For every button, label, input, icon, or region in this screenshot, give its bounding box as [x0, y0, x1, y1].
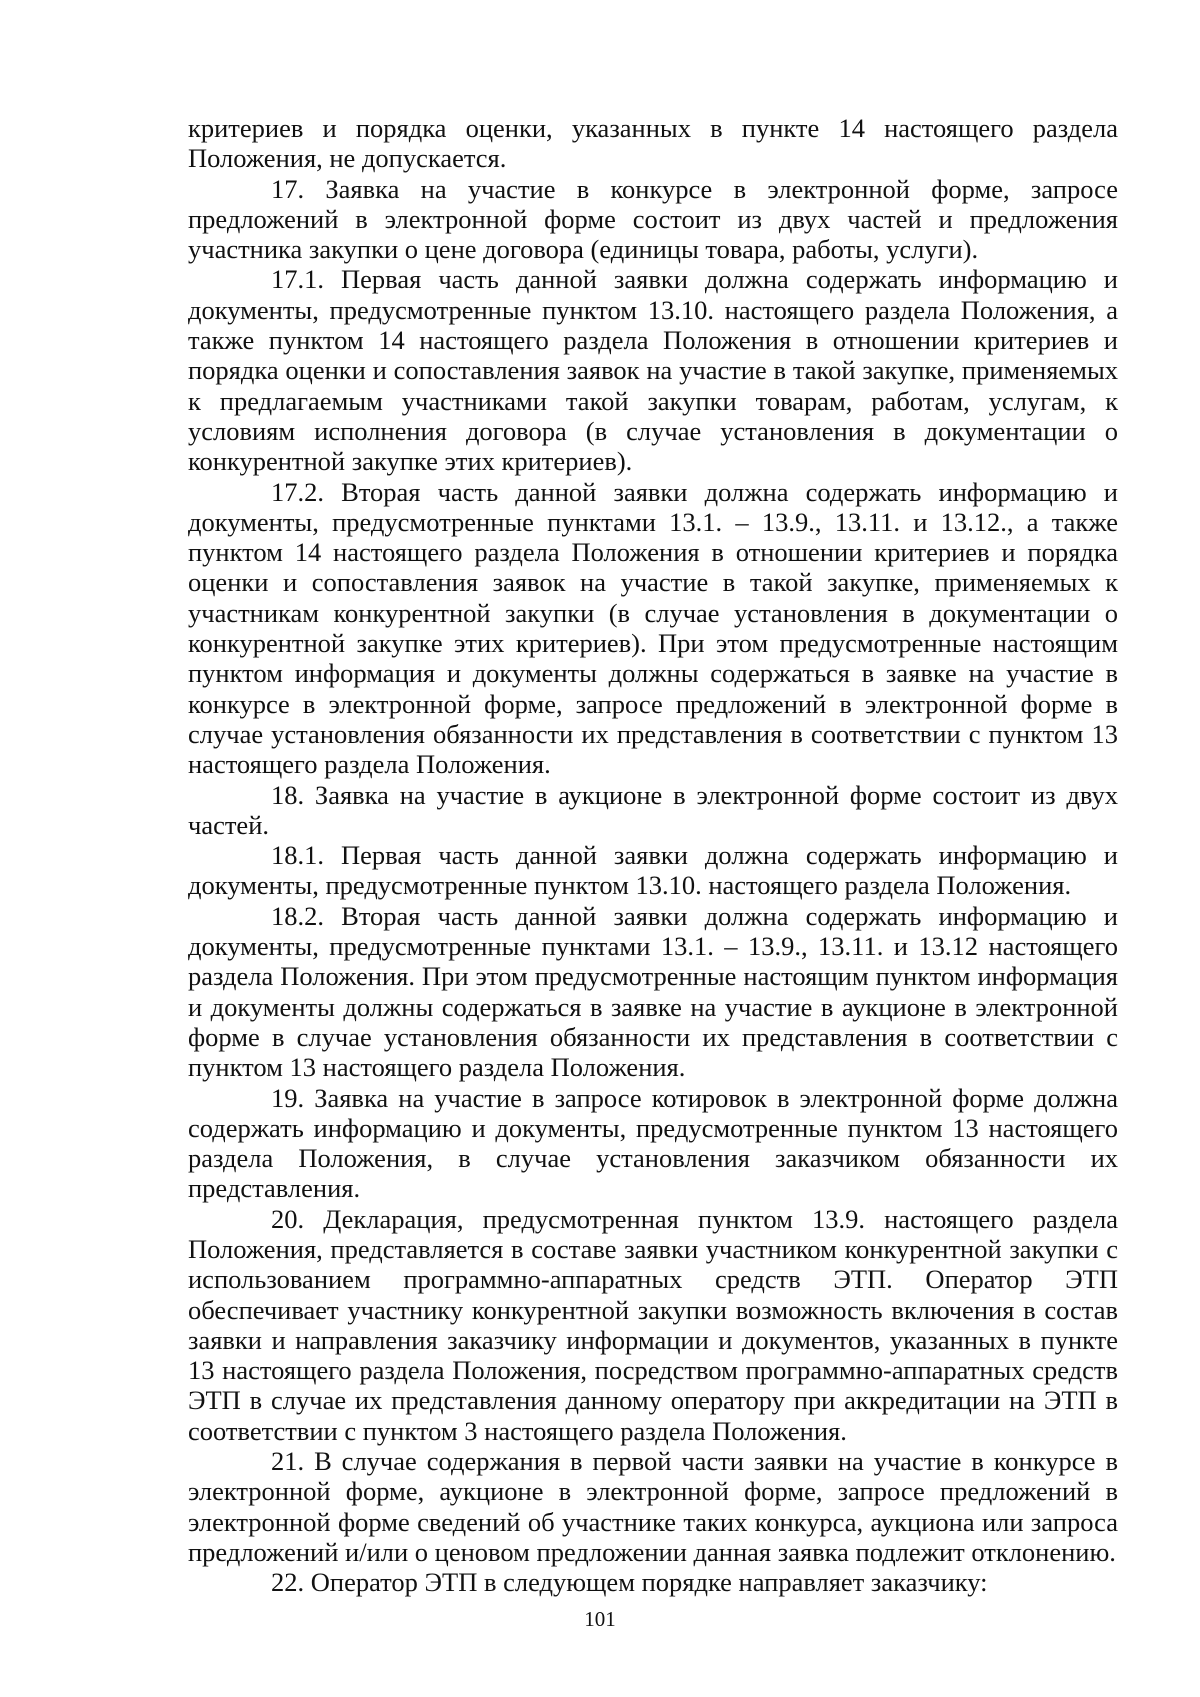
paragraph-16-continuation: критериев и порядка оценки, указанных в пункте 14 настоящего раздела Положения, не допускается.	[188, 113, 1118, 174]
paragraph-19: 19. Заявка на участие в запросе котировок в электронной форме должна содержать информацию и документы, предусмотренные пунктом 13 настоящего раздела Положения, в случае установления заказчиком обязанности их представления.	[188, 1082, 1118, 1204]
paragraph-17-1: 17.1. Первая часть данной заявки должна содержать информацию и документы, предусмотренные пунктом 13.10. настоящего раздела Положения, а также пунктом 14 настоящего раздела Положения в отношении критериев и порядка оценки и сопоставления заявок на участие в такой закупке, применяемых к предлагаемым участниками такой закупки товарам, работам, услугам, к условиям исполнения договора (в случае установления в документации о конкурентной закупке этих критериев).	[188, 264, 1118, 477]
paragraph-17-2: 17.2. Вторая часть данной заявки должна содержать информацию и документы, предусмотренные пунктами 13.1. – 13.9., 13.11. и 13.12., а также пунктом 14 настоящего раздела Положения в отношении критериев и порядка оценки и сопоставления заявок на участие в такой закупке, применяемых к участникам конкурентной закупки (в случае установления в документации о конкурентной закупке этих критериев). При этом предусмотренные настоящим пунктом информация и документы должны содержаться в заявке на участие в конкурсе в электронной форме, запросе предложений в электронной форме в случае установления обязанности их представления в соответствии с пунктом 13 настоящего раздела Положения.	[188, 476, 1118, 780]
paragraph-17: 17. Заявка на участие в конкурсе в электронной форме, запросе предложений в электронной форме состоит из двух частей и предложения участника закупки о цене договора (единицы товара, работы, услуги).	[188, 173, 1118, 265]
document-body	[188, 113, 1118, 1598]
paragraph-20: 20. Декларация, предусмотренная пунктом 13.9. настоящего раздела Положения, представляется в составе заявки участником конкурентной закупки с использованием программно-аппаратных средств ЭТП. Оператор ЭТП обеспечивает участнику конкурентной закупки возможность включения в состав заявки и направления заказчику информации и документов, указанных в пункте 13 настоящего раздела Положения, посредством программно-аппаратных средств ЭТП в случае их представления данному оператору при аккредитации на ЭТП в соответствии с пунктом 3 настоящего раздела Положения.	[188, 1203, 1118, 1446]
paragraph-21: 21. В случае содержания в первой части заявки на участие в конкурсе в электронной форме, аукционе в электронной форме, запросе предложений в электронной форме сведений об участнике таких конкурса, аукциона или запроса предложений и/или о ценовом предложении данная заявка подлежит отклонению.	[188, 1446, 1118, 1567]
paragraph-18-2: 18.2. Вторая часть данной заявки должна содержать информацию и документы, предусмотренные пунктами 13.1. – 13.9., 13.11. и 13.12 настоящего раздела Положения. При этом предусмотренные настоящим пунктом информация и документы должны содержаться в заявке на участие в аукционе в электронной форме в случае установления обязанности их представления в соответствии с пунктом 13 настоящего раздела Положения.	[188, 900, 1118, 1083]
paragraph-18-1: 18.1. Первая часть данной заявки должна содержать информацию и документы, предусмотренные пунктом 13.10. настоящего раздела Положения.	[188, 840, 1118, 901]
paragraph-22: 22. Оператор ЭТП в следующем порядке направляет заказчику:	[271, 1567, 988, 1598]
paragraph-18: 18. Заявка на участие в аукционе в электронной форме состоит из двух частей.	[188, 779, 1118, 840]
page-number: 101	[584, 1607, 616, 1631]
